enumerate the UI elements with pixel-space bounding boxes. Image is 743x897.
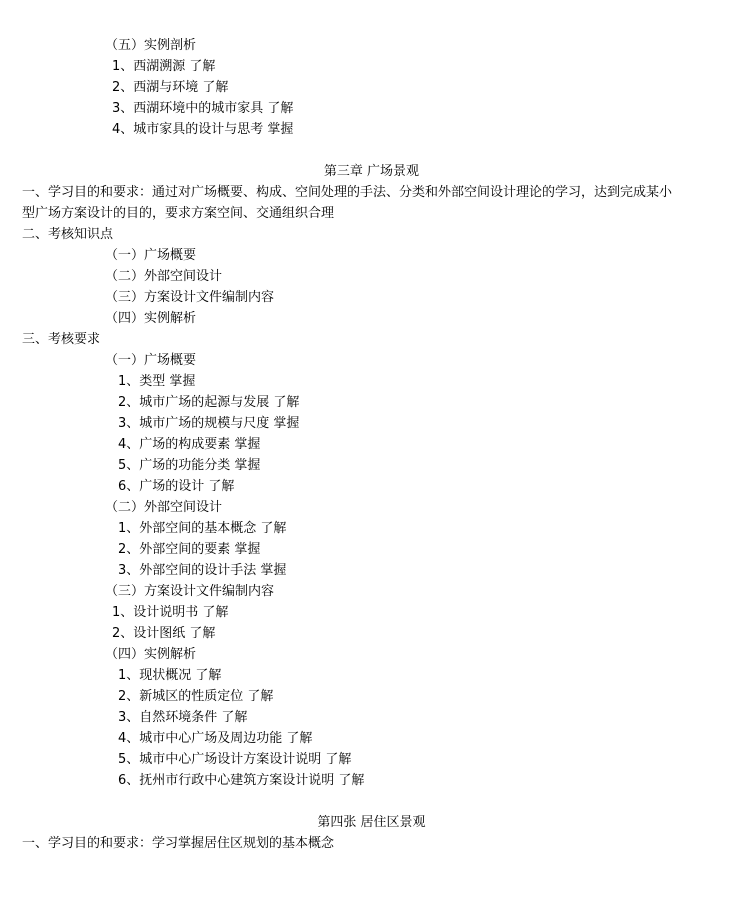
- list-item: 4、广场的构成要素 掌握: [118, 437, 261, 452]
- list-item: 1、类型 掌握: [118, 374, 196, 389]
- chapter-title: 第三章 广场景观: [323, 164, 420, 179]
- list-item: 1、外部空间的基本概念 了解: [118, 521, 287, 536]
- chapter-title: 第四张 居住区景观: [317, 815, 426, 830]
- list-item: 2、外部空间的要素 掌握: [118, 542, 261, 557]
- list-item: 1、设计说明书 了解: [112, 605, 229, 620]
- knowledge-item: （四）实例解析: [105, 311, 197, 326]
- list-item: 3、外部空间的设计手法 掌握: [118, 563, 287, 578]
- requirements-heading: 三、考核要求: [22, 332, 101, 347]
- knowledge-heading: 二、考核知识点: [22, 227, 114, 242]
- list-item: 3、自然环境条件 了解: [118, 710, 248, 725]
- list-item: 6、抚州市行政中心建筑方案设计说明 了解: [118, 773, 365, 788]
- group-heading: （一）广场概要: [105, 353, 197, 368]
- knowledge-item: （一）广场概要: [105, 248, 197, 263]
- knowledge-item: （三）方案设计文件编制内容: [105, 290, 275, 305]
- list-item: 4、城市中心广场及周边功能 了解: [118, 731, 313, 746]
- group-heading: （三）方案设计文件编制内容: [105, 584, 275, 599]
- list-item: 3、西湖环境中的城市家具 了解: [112, 101, 294, 116]
- list-item: 2、城市广场的起源与发展 了解: [118, 395, 300, 410]
- objectives-line: 一、学习目的和要求：通过对广场概要、构成、空间处理的手法、分类和外部空间设计理论的学习，达到完成某小: [22, 185, 673, 200]
- list-item: 5、广场的功能分类 掌握: [118, 458, 261, 473]
- list-item: 2、西湖与环境 了解: [112, 80, 229, 95]
- knowledge-item: （二）外部空间设计: [105, 269, 223, 284]
- list-item: 5、城市中心广场设计方案设计说明 了解: [118, 752, 352, 767]
- list-item: 6、广场的设计 了解: [118, 479, 235, 494]
- list-item: 4、城市家具的设计与思考 掌握: [112, 122, 294, 137]
- list-item: 2、设计图纸 了解: [112, 626, 216, 641]
- group-heading: （二）外部空间设计: [105, 500, 223, 515]
- objectives-line: 型广场方案设计的目的，要求方案空间、交通组织合理: [22, 206, 335, 221]
- list-item: 1、西湖溯源 了解: [112, 59, 216, 74]
- group-heading: （四）实例解析: [105, 647, 197, 662]
- list-item: 1、现状概况 了解: [118, 668, 222, 683]
- list-item: 3、城市广场的规模与尺度 掌握: [118, 416, 300, 431]
- list-item: 2、新城区的性质定位 了解: [118, 689, 274, 704]
- section-heading-example-analysis: （五）实例剖析: [105, 38, 197, 53]
- objectives-line: 一、学习目的和要求：学习掌握居住区规划的基本概念: [22, 836, 335, 851]
